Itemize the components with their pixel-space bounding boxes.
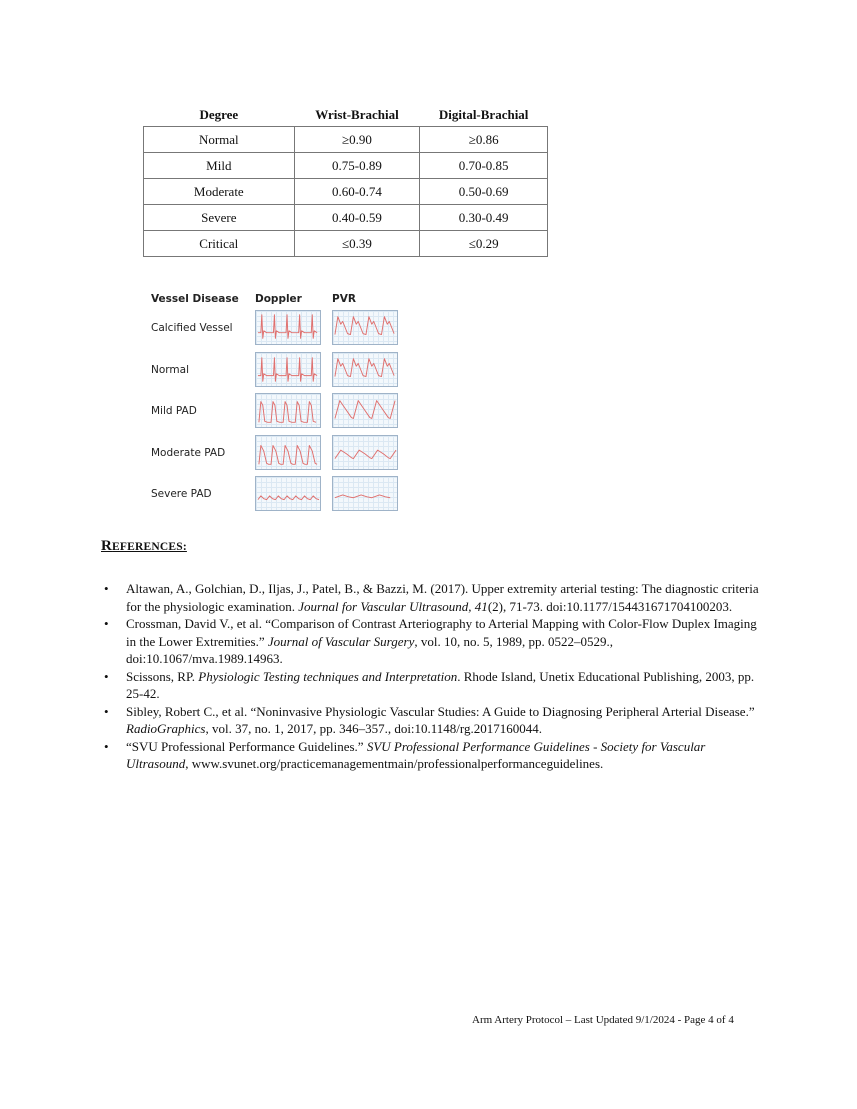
reference-item — [101, 738, 761, 773]
figure-header-pvr: PVR — [332, 293, 356, 305]
table-cell: Severe — [144, 205, 295, 231]
table-row — [144, 127, 548, 153]
table-row — [144, 205, 548, 231]
doppler-waveform — [255, 352, 321, 387]
reference-text: , vol. 10, no. 5, 1989, pp. 0522–0529., doi:10.1067/mva.1989.14963. — [126, 633, 613, 666]
reference-title: Journal for Vascular Ultrasound, 41 — [298, 598, 488, 614]
doppler-waveform-trace — [258, 315, 317, 339]
waveform-row-label: Normal — [151, 363, 189, 376]
table-cell: Mild — [144, 153, 295, 179]
table-cell: Normal — [144, 127, 295, 153]
reference-title: RadioGraphics — [126, 721, 206, 736]
table-cell: ≥0.86 — [420, 127, 548, 153]
doppler-waveform — [255, 310, 321, 345]
pvr-waveform — [332, 393, 398, 428]
pvr-waveform — [332, 435, 398, 470]
reference-text: Altawan, A., Golchian, D., Iljas, J., Patel, B., & Bazzi, M. (2017). Upper extremity arterial testing: The diagnostic criteria for the physiologic examination. — [126, 581, 759, 614]
reference-item — [101, 668, 761, 703]
reference-text: Scissons, RP. — [126, 668, 199, 684]
table-cell: 0.40-0.59 — [294, 205, 420, 231]
references-heading: REFERENCES: — [101, 538, 187, 554]
doppler-waveform-graph — [256, 353, 320, 386]
pvr-waveform-graph — [333, 477, 397, 510]
table-row — [144, 153, 548, 179]
pvr-waveform-trace — [335, 317, 394, 335]
doppler-waveform-trace — [258, 357, 317, 381]
bullet-icon: • — [104, 581, 109, 596]
table-row — [144, 179, 548, 205]
table-cell: 0.70-0.85 — [420, 153, 548, 179]
pvr-waveform — [332, 310, 398, 345]
pvr-waveform — [332, 352, 398, 387]
table-cell: 0.50-0.69 — [420, 179, 548, 205]
table-cell: ≥0.90 — [294, 127, 420, 153]
pvr-waveform-graph — [333, 394, 397, 427]
doppler-waveform-graph — [256, 436, 320, 469]
reference-item — [101, 580, 761, 615]
bullet-icon: • — [104, 703, 109, 719]
pvr-waveform-graph — [333, 311, 397, 344]
table-cell: 0.60-0.74 — [294, 179, 420, 205]
reference-text: , www.svunet.org/practicemanagementmain/professionalperformanceguidelines. — [185, 756, 604, 771]
column-header: Wrist-Brachial — [315, 106, 399, 122]
table-cell: ≤0.29 — [420, 231, 548, 257]
reference-item — [101, 703, 761, 738]
table-cell: Critical — [144, 231, 295, 257]
reference-title: Physiologic Testing techniques and Interpretation — [198, 668, 458, 684]
doppler-waveform-trace — [259, 445, 317, 464]
waveform-row-label: Moderate PAD — [151, 446, 226, 459]
reference-text: Crossman, David V., et al. “Comparison of Contrast Arteriography to Arterial Mapping with Color-Flow Duplex Imaging in the Lower Extremities.” — [126, 616, 757, 649]
doppler-waveform — [255, 476, 321, 511]
waveform-row-label: Severe PAD — [151, 488, 212, 500]
pvr-waveform-graph — [333, 436, 397, 469]
waveform-row-label: Mild PAD — [151, 405, 197, 417]
reference-text: . Rhode Island, Unetix Educational Publishing, 2003, pp. 25-42. — [126, 668, 755, 701]
table-cell: 0.30-0.49 — [420, 205, 548, 231]
column-header: Digital-Brachial — [438, 106, 529, 122]
figure-header-doppler: Doppler — [255, 293, 302, 305]
doppler-waveform-trace — [258, 496, 319, 500]
pvr-waveform-trace — [335, 495, 390, 498]
page-footer: Arm Artery Protocol – Last Updated 9/1/2024 - Page 4 of 4 — [472, 1014, 734, 1026]
bullet-icon: • — [104, 738, 109, 754]
pvr-waveform-trace — [335, 450, 396, 458]
waveform-row-label: Calcified Vessel — [151, 322, 233, 334]
doppler-waveform — [255, 393, 321, 428]
reference-list — [101, 580, 761, 773]
table-cell: ≤0.39 — [294, 231, 420, 257]
ratio-table — [143, 103, 548, 257]
figure-header-vessel-disease: Vessel Disease — [151, 293, 239, 305]
bullet-icon: • — [104, 616, 109, 631]
bullet-icon: • — [104, 668, 109, 684]
doppler-waveform — [255, 435, 321, 470]
pvr-waveform-graph — [333, 353, 397, 386]
reference-text: (2), 71-73. doi:10.1177/154431671704100203. — [487, 598, 733, 614]
doppler-waveform-graph — [256, 311, 320, 344]
doppler-waveform-graph — [256, 394, 320, 427]
reference-title: Journal of Vascular Surgery — [267, 633, 415, 649]
reference-text: , vol. 37, no. 1, 2017, pp. 346–357., doi:10.1148/rg.2017160044. — [205, 721, 543, 736]
table-cell: 0.75-0.89 — [294, 153, 420, 179]
pvr-waveform — [332, 476, 398, 511]
doppler-waveform-graph — [256, 477, 320, 510]
doppler-waveform-trace — [259, 402, 316, 423]
waveform-figure — [143, 288, 408, 518]
reference-title: SVU Professional Performance Guidelines - Society for Vascular Ultrasound — [126, 738, 706, 771]
table-header-row — [144, 103, 548, 127]
reference-item — [101, 615, 761, 668]
reference-text: Sibley, Robert C., et al. “Noninvasive Physiologic Vascular Studies: A Guide to Diagnosing Peripheral Arterial Disease.” — [126, 703, 755, 719]
reference-text: “SVU Professional Performance Guidelines.” — [126, 738, 367, 754]
column-header: Degree — [199, 106, 239, 122]
pvr-waveform-trace — [335, 401, 395, 419]
table-cell: Moderate — [144, 179, 295, 205]
pvr-waveform-trace — [335, 358, 394, 376]
table-row — [144, 231, 548, 257]
